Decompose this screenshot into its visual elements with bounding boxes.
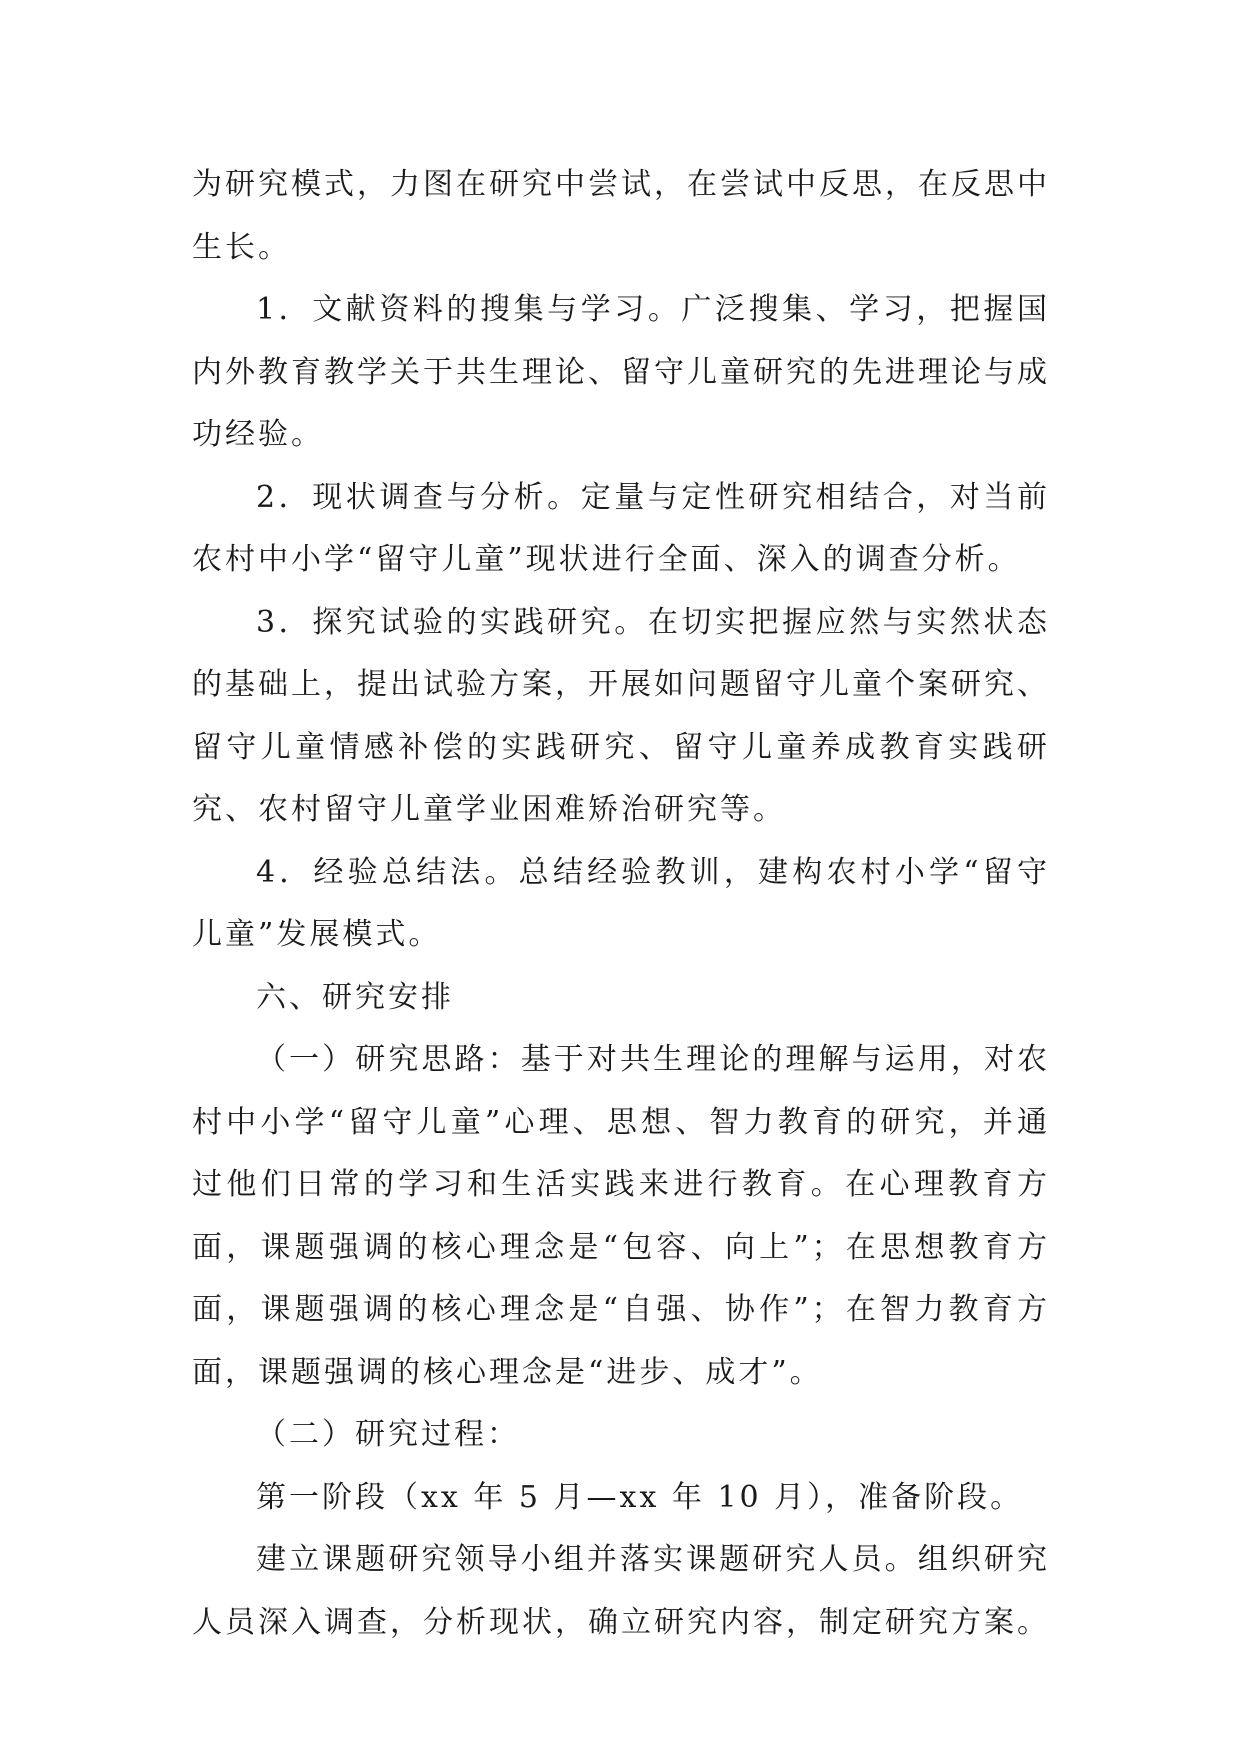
paragraph-research-approach: （一）研究思路：基于对共生理论的理解与运用，对农村中小学“留守儿童”心理、思想、智力教育的研究，并通过他们日常的学习和生活实践来进行教育。在心理教育方面，课题强调的核心理念是“包容、向上”；在思想教育方面，课题强调的核心理念是“自强、协作”；在智力教育方面，课题强调的核心理念是“进步、成才”。 — [192, 1042, 1050, 1390]
subheading-research-process: （二）研究过程： — [256, 1417, 520, 1452]
paragraph-literature-study: 1．文献资料的搜集与学习。广泛搜集、学习，把握国内外教育教学关于共生理论、留守儿童研究的先进理论与成功经验。 — [192, 292, 1050, 452]
section-heading-research-arrangement: 六、研究安排 — [256, 979, 454, 1015]
paragraph-phase-one: 第一阶段（xx 年 5 月—xx 年 10 月），准备阶段。 — [256, 1479, 1024, 1515]
paragraph-experimental-practice: 3．探究试验的实践研究。在切实把握应然与实然状态的基础上，提出试验方案，开展如问题留守儿童个案研究、留守儿童情感补偿的实践研究、留守儿童养成教育实践研究、农村留守儿童学业困难矫治研究等。 — [192, 604, 1050, 827]
paragraph-status-survey: 2．现状调查与分析。定量与定性研究相结合，对当前农村中小学“留守儿童”现状进行全面、深入的调查分析。 — [192, 479, 1050, 577]
paragraph-continuation: 为研究模式，力图在研究中尝试，在尝试中反思，在反思中生长。 — [192, 167, 1050, 265]
document-body — [192, 154, 1050, 1654]
paragraph-experience-summary: 4．经验总结法。总结经验教训，建构农村小学“留守儿童”发展模式。 — [192, 854, 1050, 952]
paragraph-phase-one-tasks: 建立课题研究领导小组并落实课题研究人员。组织研究人员深入调查，分析现状，确立研究内容，制定研究方案。 — [192, 1542, 1050, 1640]
